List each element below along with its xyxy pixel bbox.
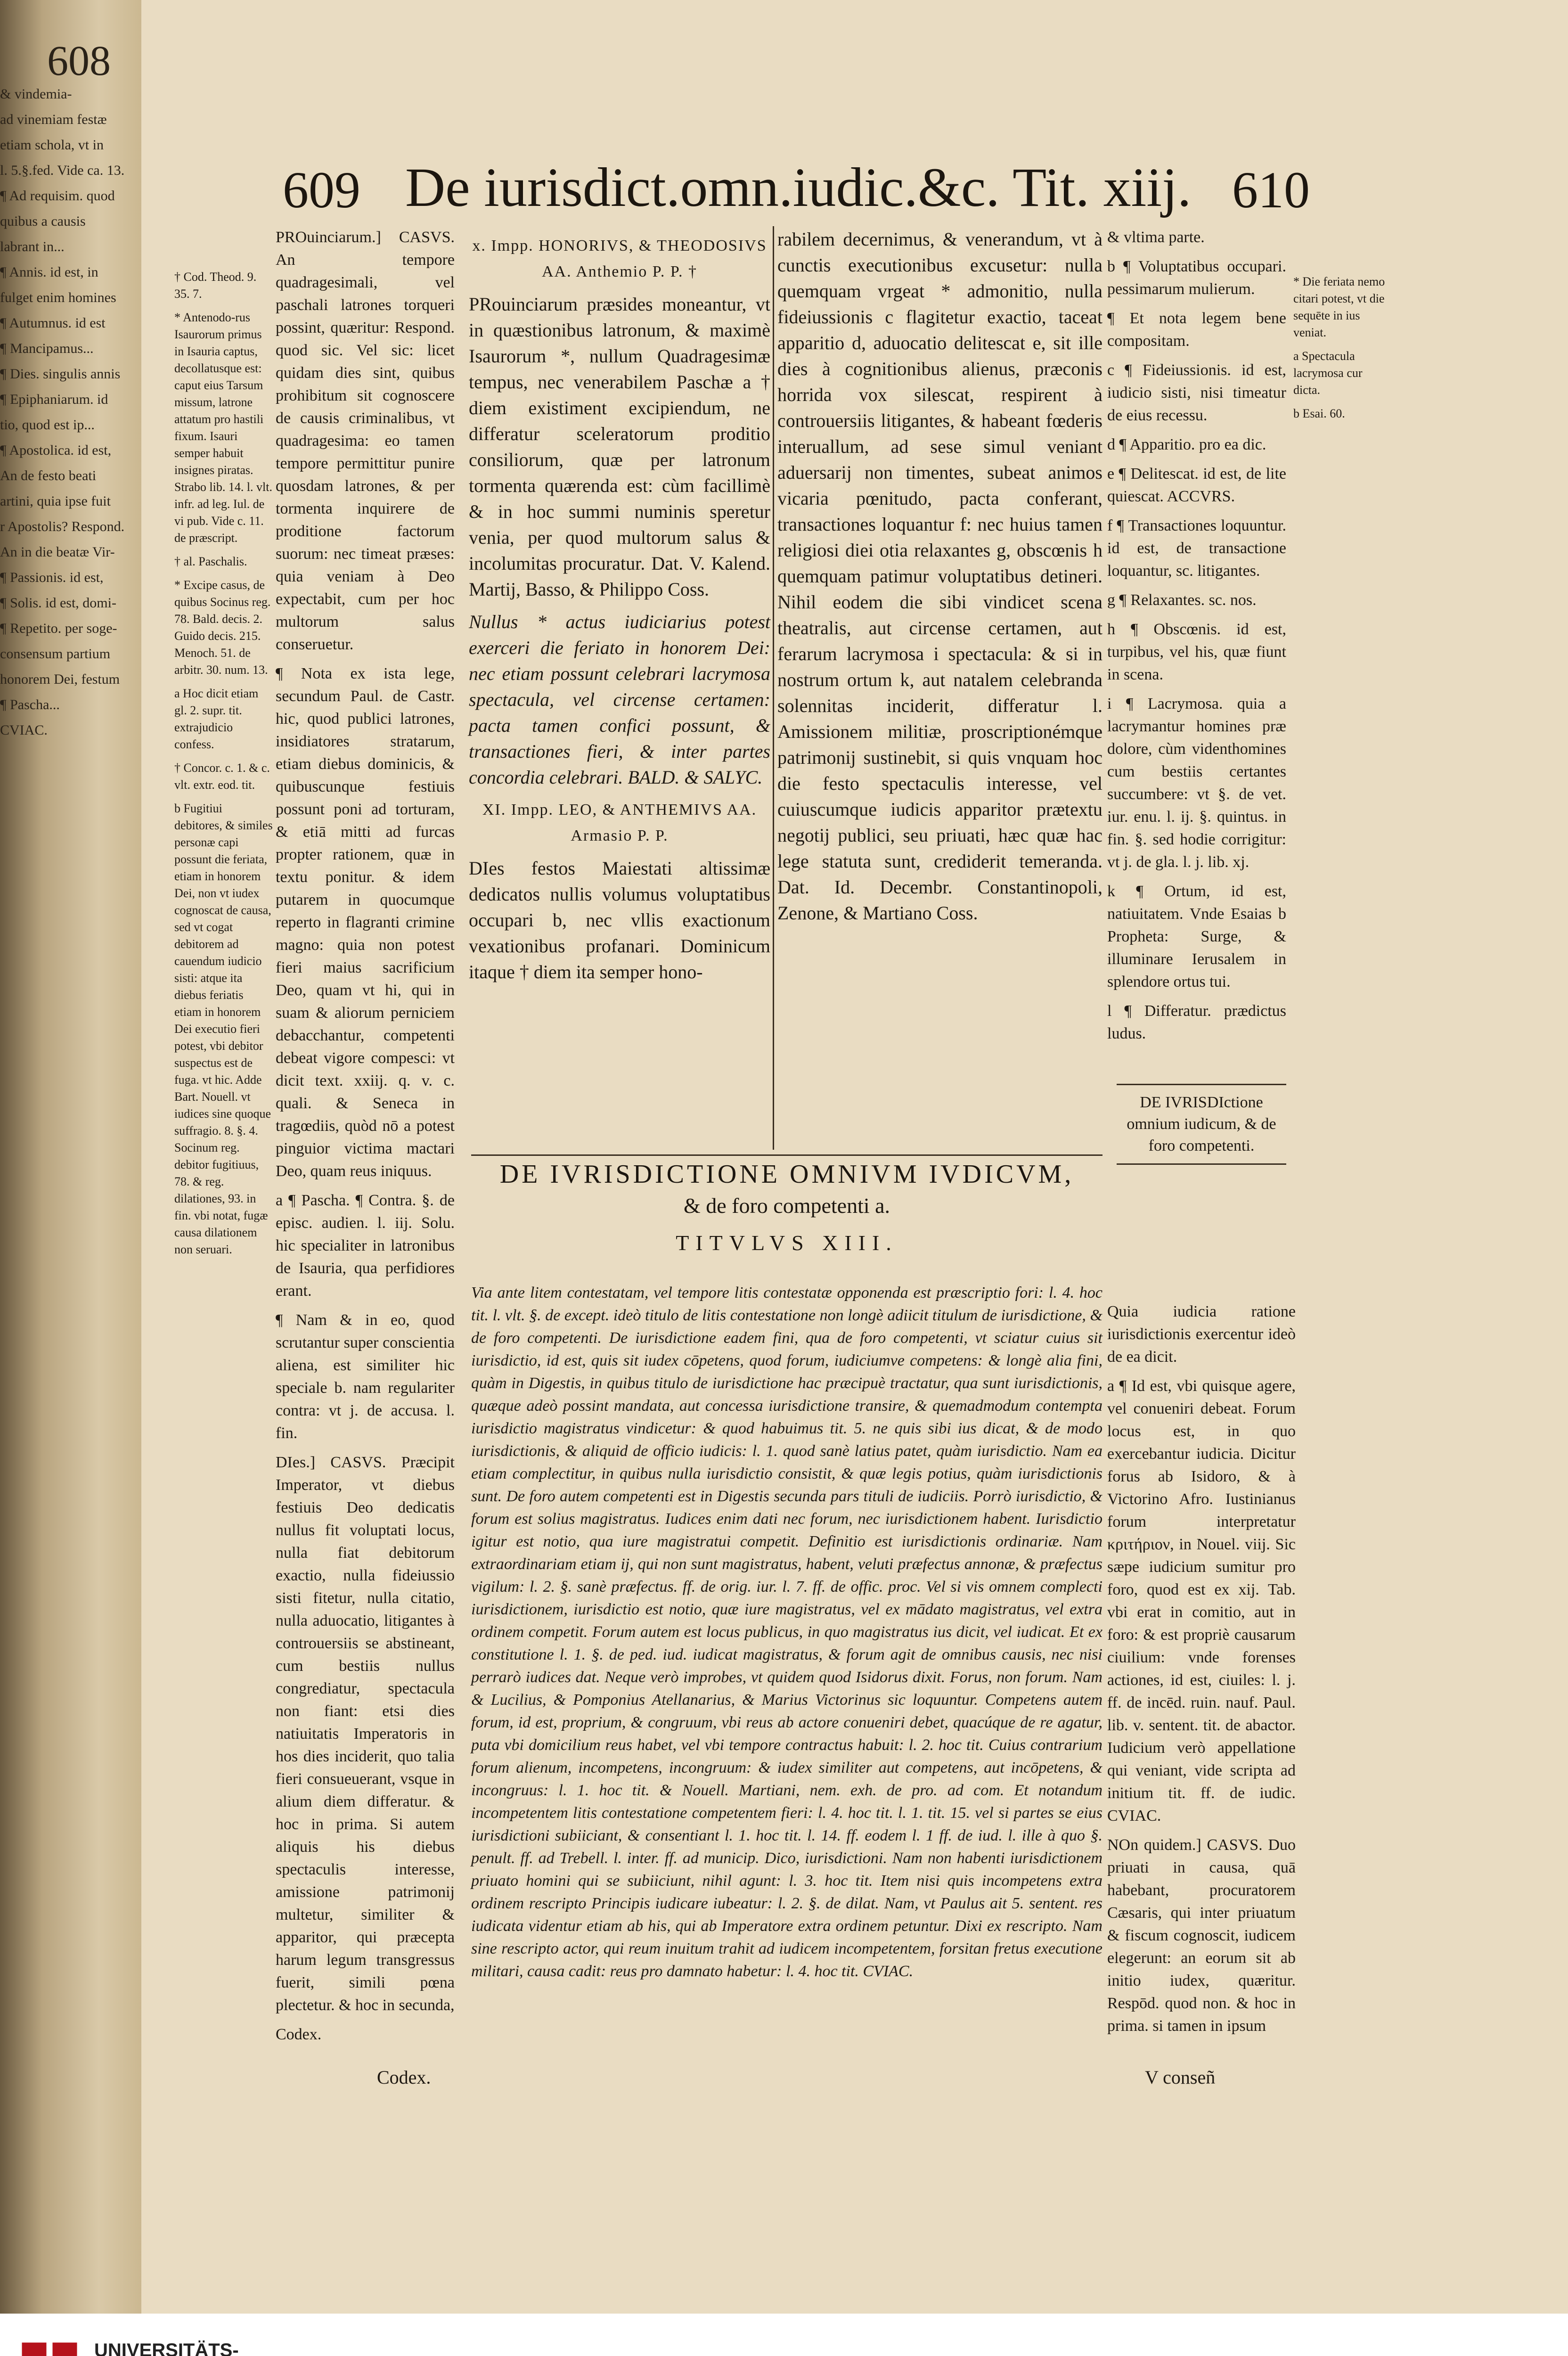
left-gloss-column (276, 226, 455, 2043)
left-margin-note: † Cod. Theod. 9. 35. 7. (174, 270, 257, 301)
law-2-continuation: rabilem decernimus, & venerandum, vt à cunctis executionibus excusetur: nulla quemquam vrgeat * admonitio, nulla fideiussionis c flagitetur exactio, taceat apparitio d, aduocatio delitescat e, sit ille dies à cognitionibus alienus, præconis horrida vox silescat, respirent à controuersiis litigantes, & habeant fœderis interuallum, ad sese simul veniant aduersarij non timentes, subeat animos vicaria pœnitudo, pacta conferant, transactiones loquantur f: nec huius tamen religiosi diei otia relaxantes g, obscœnis h quemquam patimur voluptatibus detineri. Nihil eodem die sibi vindicet scena theatralis, aut circense certamen, aut ferarum lacrymosa i spectacula: & si in nostrum ortum k, aut natalem celebranda solennitas inciderit, differatur l. Amissionem militiæ, proscriptionémque patrimonij sustinebit, si quis vnquam hoc die festo spectaculis interesse, vel cuiuscumque iudicis apparitor prætextu negotij publici, seu priuati, hæc quæ hac lege statuta sunt, crediderit temeranda. Dat. Id. Decembr. Constantinopoli, Zenone, & Martiano Coss. (777, 229, 1102, 924)
right-gloss-paragraph: l ¶ Differatur. prædictus ludus. (1107, 1002, 1286, 1042)
left-gloss-paragraph: ¶ Nam & in eo, quod scrutantur super conscientia aliena, est similiter hic speciale b. nam regulariter contra: vt j. de accusa. l. fin. (276, 1311, 455, 1442)
university-library-logo-icon (19, 2340, 80, 2356)
right-gloss-paragraph: e ¶ Delitescat. id est, de lite quiescat. ACCVRS. (1107, 465, 1286, 505)
previous-page-line: ¶ Dies. singulis annis (0, 366, 121, 382)
right-gloss-paragraph: & vltima parte. (1107, 229, 1205, 246)
title-summary: Via ante litem contestatam, vel tempore litis contestatæ opponenda est præscriptio fori: l. 4. hoc tit. l. vlt. §. de except. ideò titulo de litis contestatione non longè adiicit titulum de iurisdictione, & de foro competenti. De iurisdictione eadem fini, qua de foro competenti, vt sciatur cuius sit iurisdictio, id est, quis sit iudex cōpetens, quod forum, iudiciumve competens: & longè alia fini, quàm in Digestis, in quibus titulo de iurisdictione hac præcipuè tractatur, qua sunt iurisdictionis, quæque adeò possint mandata, aut concessa iurisdictione transire, & quemadmodum contempta iurisdictio magistratus vindicetur: & quod habuimus tit. 5. ne quis sibi ius dicat, & de modo iurisdictionis, & aliquid de officio iudicis: l. 1. quod sanè latius patet, quàm iurisdictio. Nam ea etiam complectitur, in quibus nulla iurisdictio consistit, & quæ legis potius, quàm iurisdictionis sunt. De foro autem competenti est in Digestis secunda pars tituli de iudiciis. Porrò iurisdictio, & forum est solius magistratus. Iudices enim dati nec forum, nec iurisdictionem habent. Iurisdictio igitur est notio, qua iure magistratui competit. Definitio est iurisdictionis ordinariæ. Nam extraordinariam etiam ij, qui non sunt magistratus, habent, veluti præfectus annonæ, & præfectus vigilum: l. 2. §. sanè præfectus. ff. de orig. iur. l. 7. ff. de offic. proc. Vel si vis omnem complecti iurisdictionem, iurisdictio est notio, quæ iure magistratus, vel ex mādato magistratus, vel extra ordinem competit. Forum autem est locus publicus, in quo magistratus ius dicit, vel iudicat. Et ex constitutione l. 1. §. de ped. iud. iudicat magistratus, & forum agit de omnibus causis, nec nisi perrarò iudices dat. Neque verò improbes, vt quidem quod Isidorus dixit. Forus, non forum. Nam & Lucilius, & Pomponius Atellanarius, & Marius Victorinus sic loquuntur. Competens autem forum, id est, proprium, & congruum, vbi reus ab actore conueniri debet, quacúque de re agatur, puta vbi domicilium reus habet, vel vbi tempore contractus habuit: l. 2. hoc tit. Cuius contrarium forum alienum, incompetens, incongruum: & iudex similiter aut competens, aut incōpetens, & incongruus: l. 1. hoc tit. & Nouell. Martiani, nem. exh. de pro. ad com. Et notandum incompetentem litis contestatione competentem fieri: l. 4. hoc tit. l. 1. tit. 15. vel si partes se eius iurisdictioni subiiciant, & consentiant l. 1. hoc tit. l. 14. ff. eodem l. 1 ff. de iud. l. ille à quo §. penult. ff. ad Trebell. l. inter. ff. ad municip. Dico, iurisdictioni. Nam non habenti iurisdictionem priuato homini qui se subiiciunt, nihil agunt: l. 3. hoc tit. Item nisi quis incompetens extra ordinem rescripto Principis iudicare iubeatur: l. 2. §. de dilat. Nam, vt Paulus ait 5. sentent. res iudicata videntur etiam ab his, qui ab Imperatore extra ordinem petuntur. Dixi ex rescripto. Nam sine rescripto actor, qui reum inuitum trahit ad iudicem incompetentem, forsitan fretus executione militari, causa cadit: reus pro damnato habetur: l. 4. hoc tit. CVIAC. (471, 1284, 1102, 1980)
right-gloss-column (1107, 226, 1286, 1074)
previous-page-line: ¶ Epiphaniarum. id (0, 392, 108, 407)
previous-page-line: An in die beatæ Vir- (0, 544, 115, 560)
right-gloss-paragraph: d ¶ Apparitio. pro ea dic. (1107, 436, 1266, 453)
previous-page-line: ¶ Solis. id est, domi- (0, 595, 116, 611)
left-margin-note: † Concor. c. 1. & c. vlt. extr. eod. tit. (174, 761, 270, 792)
previous-page-line: ¶ Ad requisim. quod (0, 188, 115, 204)
main-text-column-2 (777, 226, 1102, 1150)
running-title: De iurisdict.omn.iudic.&c. Tit. xiij. (405, 156, 1192, 218)
previous-page-line: ¶ Passionis. id est, (0, 570, 104, 585)
previous-page-line: l. 5.§.fed. Vide ca. 13. (0, 163, 125, 178)
column-divider (773, 226, 774, 1150)
right-gloss-paragraph: g ¶ Relaxantes. sc. nos. (1107, 591, 1257, 609)
box-rule-bottom (1117, 1163, 1286, 1165)
previous-page-line: ad vinemiam festæ (0, 112, 107, 127)
previous-page-line: ¶ Autumnus. id est (0, 315, 106, 331)
previous-page-fragment (0, 38, 141, 746)
previous-page-line: ¶ Repetito. per soge- (0, 621, 117, 636)
library-name-line-1: UNIVERSITÄTS- (94, 2340, 239, 2356)
right-gloss-lower-paragraph: a ¶ Id est, vbi quisque agere, vel conueniri debeat. Forum locus est, in quo exercebantur iudicia. Dicitur forus ab Isidoro, & à Victorino Afro. Iustinianus forum interpretatur κριτήριον, in Nouel. viij. Sic sæpe iudicium sumitur pro foro, quod est ex xij. Tab. vbi erat in comitio, aut in foro: & est propriè causarum ciuilium: vnde forenses actiones, id est, ciuiles: l. j. ff. de incēd. ruin. nauf. Paul. lib. v. sentent. tit. de abactor. Iudicium verò appellatione qui veniant, vide scripta ad initium tit. ff. de iudic. CVIAC. (1107, 1377, 1296, 1824)
previous-page-line: artini, quia ipse fuit (0, 493, 111, 509)
title-block (471, 1159, 1102, 1255)
right-gloss-lower-paragraph: Quia iudicia ratione iurisdictionis exercentur ideò de ea dicit. (1107, 1303, 1296, 1366)
right-gloss-paragraph: k ¶ Ortum, id est, natiuitatem. Vnde Esaias b Propheta: Surge, & illuminare Ierusalem in splendore ortus tui. (1107, 883, 1286, 990)
left-gloss-paragraph: DIes.] CASVS. Præcipit Imperator, vt diebus festiuis Deo dedicatis nullus fit voluptati locus, nulla fiat debitorum exactio, nulla fideiussio sisti fitetur, nulla citatio, nulla aduocatio, litigantes à controuersiis se abstineant, cum bestiis nullus congrediatur, spectacula non fiant: etsi dies natiuitatis Imperatoris in hos dies inciderit, quo talia fieri consueuerant, vsque in alium diem differatur. & hoc in prima. Si autem aliquis his diebus spectaculis interesse, amissione patrimonij multetur, similiter & apparitor, qui præcepta harum legum transgressus fuerit, simili pœna plectetur. & hoc in secunda, (276, 1454, 455, 2014)
right-gloss-lower (1107, 1301, 1296, 2054)
previous-page-lines (0, 85, 141, 740)
law-1-summary: Nullus * actus iudiciarius potest exerceri die feriato in honorem Dei: nec etiam possunt celebrari lacrymosa spectacula, vel circense certamen: pacta tamen confici possunt, & transactiones fieri, & inter partes concordia celebrari. BALD. & SALYC. (469, 611, 770, 788)
right-gloss-paragraph: i ¶ Lacrymosa. quia a lacrymantur homines præ dolore, cùm videnthomines cum bestiis certantes succumbere: vt §. de vet. iur. enu. l. ij. §. quintus. in fin. §. sed hodie corrigitur: vt j. de gla. l. j. lib. xj. (1107, 695, 1286, 871)
law-2-heading: XI. Impp. LEO, & ANTHEMIVS AA. Armasio P. P. (482, 801, 757, 844)
right-title-box (1107, 1084, 1296, 1165)
left-margin-note: * Antenodo-rus Isaurorum primus in Isauria captus, decollatusque est: caput eius Tarsum missum, latrone attatum pro hastili fixum. Isauri semper habuit insignes piratas. Strabo lib. 14. l. vlt. infr. ad leg. Iul. de vi pub. Vide c. 11. de præscript. (174, 311, 272, 545)
catchword-left: Codex. (377, 2067, 431, 2088)
previous-page-line: ¶ Mancipamus... (0, 341, 94, 356)
right-margin-note: * Die feriata nemo citari potest, vt die sequēte in ius veniat. (1293, 275, 1385, 339)
catchword-right: V conseñ (1145, 2067, 1216, 2088)
previous-page-line: fulget enim homines (0, 290, 116, 305)
law-1-heading: x. Impp. HONORIVS, & THEODOSIVS AA. Anthemio P. P. † (472, 237, 767, 280)
previous-page-number: 608 (47, 38, 111, 84)
previous-page-line: r Apostolis? Respond. (0, 519, 125, 534)
law-2-text: DIes festos Maiestati altissimæ dedicatos nullis volumus voluptatibus occupari b, nec vllis exactionum vexationibus profanari. Dominicum itaque † diem ita semper hono- (469, 858, 770, 982)
page-number-right: 610 (1232, 161, 1310, 219)
right-gloss-paragraph: f ¶ Transactiones loquuntur. id est, de transactione loquantur, sc. litigantes. (1107, 517, 1286, 580)
left-gloss-paragraph: Codex. (276, 2026, 322, 2043)
left-margin-note: a Hoc dicit etiam gl. 2. supr. tit. extrajudicio confess. (174, 687, 259, 751)
right-gloss-paragraph: c ¶ Fideiussionis. id est, iudicio sisti, nisi timeatur de eius recessu. (1107, 361, 1286, 424)
right-margin-notes (1293, 273, 1388, 429)
left-margin-note: † al. Paschalis. (174, 555, 247, 568)
left-gloss-paragraph: ¶ Nota ex ista lege, secundum Paul. de Castr. hic, quod publici latrones, insidiatores stratarum, etiam diebus dominicis, & quibuscunque festiuis possunt poni ad torturam, & etiā mitti ad furcas propter rationem, quæ in textu ponitur. & idem putarem in quocumque reperto in flagranti crimine magno: quia non potest fieri maius sacrificium Deo, quam vt hi, qui in suam & aliorum perniciem debacchantur, competenti debeat vigore compesci: vt dicit text. xxiij. q. v. c. quali. & Seneca in tragœdiis, quòd nō a potest pinguior victima mactari Deo, quam reus iniquus. (276, 665, 455, 1180)
previous-page-line: CVIAC. (0, 722, 48, 738)
previous-page-line: consensum partium (0, 646, 111, 662)
title-line-1: DE IVRISDICTIONE OMNIVM IVDICVM, (499, 1160, 1074, 1189)
left-margin-notes (174, 269, 273, 1265)
law-1-text: PRouinciarum præsides moneantur, vt in quæstionibus latronum, & maximè Isaurorum *, nullum Quadragesimæ tempus, nec venerabilem Paschæ a † diem existiment excipiendum, ne differatur sceleratorum proditio consiliorum, quæ per latronum tormenta quærenda est: cùm facillimè & in hoc summi numinis speretur venia, per quod multorum salus & incolumitas procuratur. Dat. V. Kalend. Martij, Basso, & Philippo Coss. (469, 294, 770, 600)
previous-page-line: honorem Dei, festum (0, 671, 120, 687)
running-header (283, 155, 1310, 231)
previous-page-line: ¶ Annis. id est, in (0, 264, 98, 280)
right-gloss-paragraph: ¶ Et nota legem bene compositam. (1107, 310, 1286, 350)
right-margin-note: a Spectacula lacrymosa cur dicta. (1293, 349, 1363, 397)
previous-page-line: labrant in... (0, 239, 65, 254)
left-gloss-paragraph: a ¶ Pascha. ¶ Contra. §. de episc. audien. l. iij. Solu. hic specialiter in latronibus de Isauria, qua perfidiores erant. (276, 1192, 455, 1300)
right-title-heading: DE IVRISDIctione omnium iudicum, & de foro competenti. (1127, 1094, 1276, 1154)
previous-page-line: ¶ Pascha... (0, 697, 60, 712)
previous-page-line: etiam schola, vt in (0, 137, 104, 153)
box-rule-top (1117, 1084, 1286, 1085)
main-text-column-1 (469, 226, 770, 1150)
previous-page-line: quibus a causis (0, 213, 86, 229)
page-number-left: 609 (283, 161, 360, 219)
right-gloss-paragraph: b ¶ Voluptatibus occupari. pessimarum mulierum. (1107, 258, 1286, 298)
right-gloss-lower-paragraph: NOn quidem.] CASVS. Duo priuati in causa, quā habebant, procuratorem Cæsaris, qui inter priuatum & fiscum cognoscit, iudicem elegerunt: an eorum sit ab initio iudex, quæritur. Respōd. quod non. & hoc in prima. si tamen in ipsum (1107, 1836, 1296, 2035)
left-margin-note: * Excipe casus, de quibus Socinus reg. 78. Bald. decis. 2. Guido decis. 215. Menoch. 51. de arbitr. 30. num. 13. (174, 578, 271, 677)
previous-page-line: An de festo beati (0, 468, 97, 483)
left-gloss-paragraph: PROuinciarum.] CASVS. An tempore quadragesimali, vel paschali latrones torqueri possint, quæritur: Respond. quod sic. Vel sic: licet quidam dies sint, quibus prohibitum sit cognoscere de causis criminalibus, vt quadragesima: eo tamen tempore permittitur punire quosdam latrones, & per tormenta inquirere de proditione factorum suorum: nec timeat præses: quia veniam à Deo expectabit, cum per hoc multorum salus conseruetur. (276, 229, 455, 653)
section-rule (471, 1154, 1102, 1156)
previous-page-line: tio, quod est ip... (0, 417, 95, 433)
left-margin-note: b Fugitiui debitores, & similes personæ capi possunt die feriata, etiam in honorem Dei, non vt iudex cognoscat de causa, sed vt cogat debitorem ad cauendum iudicio sisti: atque ita diebus feriatis etiam in honorem Dei executio fieri potest, vbi debitor suspectus est de fuga. vt hic. Adde Bart. Nouell. vt iudices sine quoque suffragio. 8. §. 4. Socinum reg. debitor fugitiuus, 78. & reg. dilationes, 93. in fin. vbi notat, fugæ causa dilationem non seruari. (174, 802, 273, 1256)
library-name (94, 2340, 239, 2356)
title-line-2: & de foro competenti a. (683, 1194, 890, 1218)
title-number: TITVLVS XIII. (676, 1231, 898, 1255)
right-gloss-paragraph: h ¶ Obscœnis. id est, turpibus, vel his, quæ fiunt in scena. (1107, 621, 1286, 683)
right-margin-note: b Esai. 60. (1293, 407, 1345, 420)
previous-page-line: & vindemia- (0, 86, 72, 102)
previous-page-line: ¶ Apostolica. id est, (0, 442, 112, 458)
